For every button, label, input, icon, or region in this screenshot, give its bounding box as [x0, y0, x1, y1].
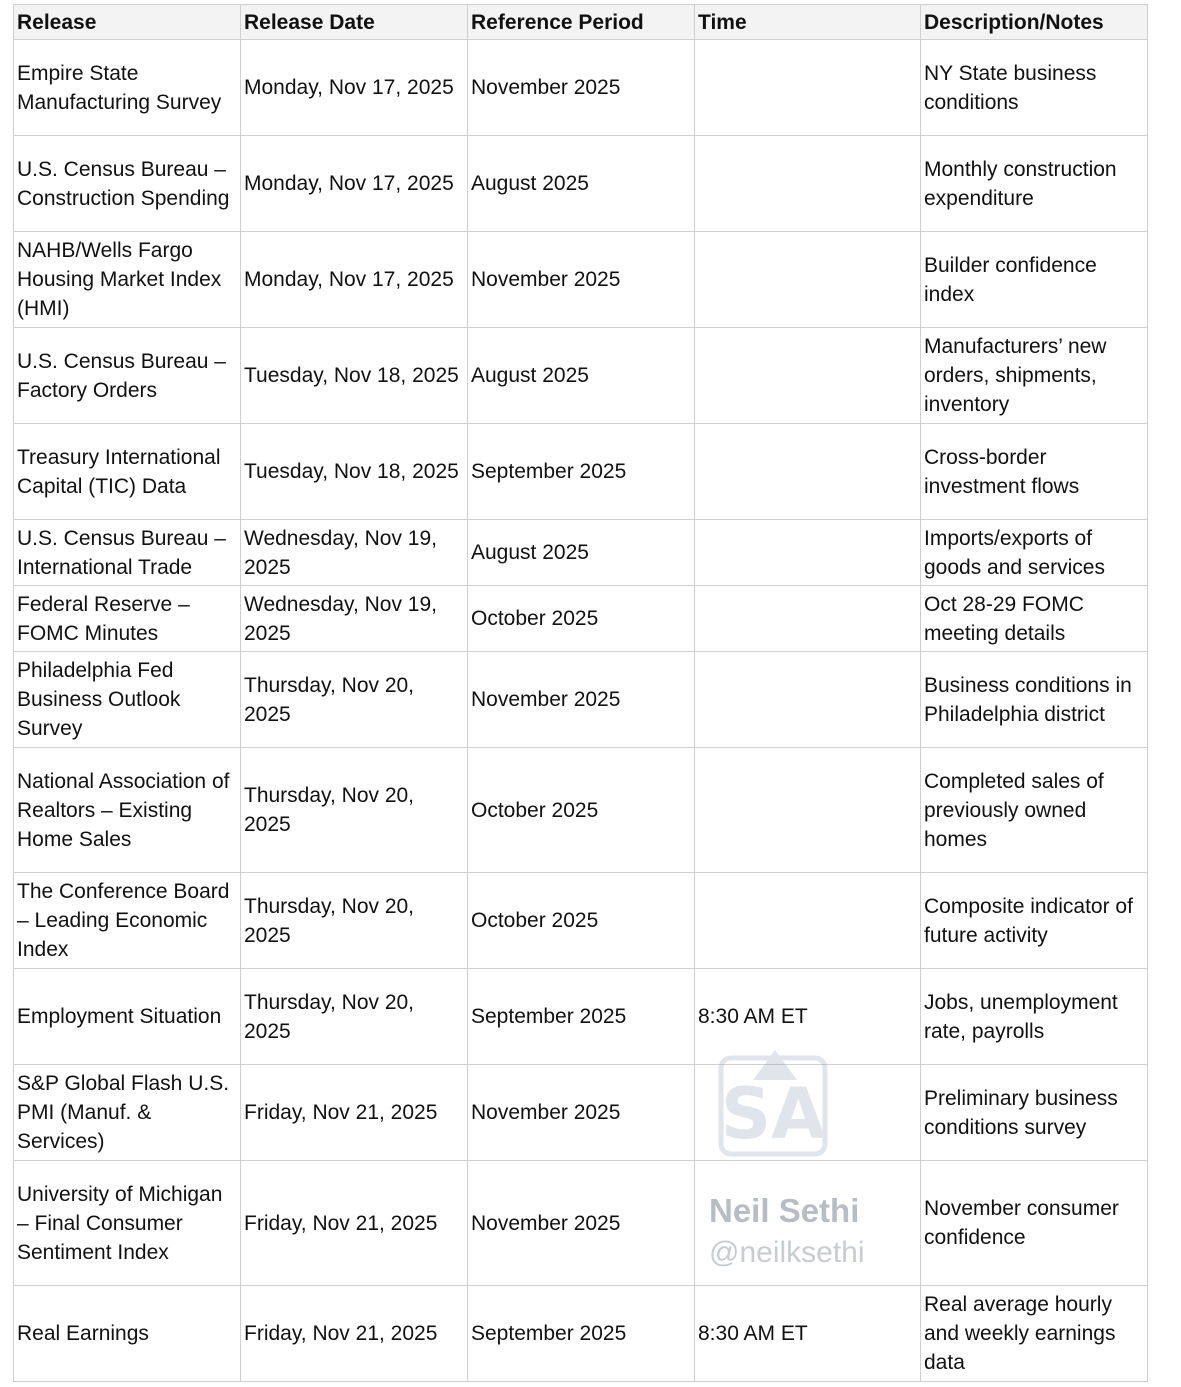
table-row	[14, 520, 1148, 586]
table-row	[14, 969, 1148, 1065]
header-description-notes: Description/Notes	[921, 5, 1148, 40]
cell-reference-period: September 2025	[468, 969, 695, 1065]
cell-time	[695, 520, 921, 586]
cell-notes: Monthly construction expenditure	[921, 136, 1148, 232]
cell-reference-period: September 2025	[468, 424, 695, 520]
cell-reference-period: November 2025	[468, 1161, 695, 1286]
cell-time	[695, 232, 921, 328]
cell-time: 8:30 AM ET	[695, 1286, 921, 1382]
cell-release: NAHB/Wells Fargo Housing Market Index (HMI)	[14, 232, 241, 328]
cell-time	[695, 1065, 921, 1161]
cell-release: S&P Global Flash U.S. PMI (Manuf. & Services)	[14, 1065, 241, 1161]
table-row	[14, 136, 1148, 232]
cell-release-date: Monday, Nov 17, 2025	[241, 136, 468, 232]
cell-notes: Cross-border investment flows	[921, 424, 1148, 520]
header-release-date: Release Date	[241, 5, 468, 40]
cell-release-date: Friday, Nov 21, 2025	[241, 1161, 468, 1286]
table-row	[14, 652, 1148, 748]
cell-release-date: Thursday, Nov 20, 2025	[241, 969, 468, 1065]
cell-notes: NY State business conditions	[921, 40, 1148, 136]
cell-release: U.S. Census Bureau – Factory Orders	[14, 328, 241, 424]
cell-notes: Jobs, unemployment rate, payrolls	[921, 969, 1148, 1065]
cell-reference-period: August 2025	[468, 328, 695, 424]
cell-notes: Completed sales of previously owned homes	[921, 748, 1148, 873]
cell-release-date: Monday, Nov 17, 2025	[241, 232, 468, 328]
cell-release: Employment Situation	[14, 969, 241, 1065]
cell-time	[695, 1161, 921, 1286]
header-reference-period: Reference Period	[468, 5, 695, 40]
cell-release: The Conference Board – Leading Economic Index	[14, 873, 241, 969]
watermark-name: Neil Sethi	[709, 1192, 860, 1229]
cell-release: National Association of Realtors – Existing Home Sales	[14, 748, 241, 873]
cell-notes: Business conditions in Philadelphia district	[921, 652, 1148, 748]
cell-time	[695, 40, 921, 136]
cell-release: University of Michigan – Final Consumer Sentiment Index	[14, 1161, 241, 1286]
table-row	[14, 424, 1148, 520]
cell-reference-period: October 2025	[468, 586, 695, 652]
cell-time	[695, 136, 921, 232]
cell-release: Empire State Manufacturing Survey	[14, 40, 241, 136]
header-time: Time	[695, 5, 921, 40]
cell-notes: November consumer confidence	[921, 1161, 1148, 1286]
watermark-handle: @neilksethi	[709, 1236, 865, 1269]
cell-time	[695, 328, 921, 424]
cell-release: Treasury International Capital (TIC) Data	[14, 424, 241, 520]
release-schedule-table	[13, 4, 1148, 1382]
cell-reference-period: October 2025	[468, 873, 695, 969]
cell-time	[695, 748, 921, 873]
cell-notes: Preliminary business conditions survey	[921, 1065, 1148, 1161]
cell-release-date: Thursday, Nov 20, 2025	[241, 652, 468, 748]
cell-notes: Oct 28-29 FOMC meeting details	[921, 586, 1148, 652]
cell-time	[695, 873, 921, 969]
cell-reference-period: August 2025	[468, 136, 695, 232]
cell-release: U.S. Census Bureau – Construction Spending	[14, 136, 241, 232]
cell-release-date: Monday, Nov 17, 2025	[241, 40, 468, 136]
cell-time: 8:30 AM ET	[695, 969, 921, 1065]
table-row	[14, 873, 1148, 969]
cell-release-date: Thursday, Nov 20, 2025	[241, 873, 468, 969]
cell-release-date: Friday, Nov 21, 2025	[241, 1286, 468, 1382]
cell-notes: Composite indicator of future activity	[921, 873, 1148, 969]
cell-reference-period: November 2025	[468, 1065, 695, 1161]
cell-reference-period: September 2025	[468, 1286, 695, 1382]
cell-time	[695, 586, 921, 652]
table-row	[14, 1161, 1148, 1286]
cell-notes: Builder confidence index	[921, 232, 1148, 328]
cell-release-date: Wednesday, Nov 19, 2025	[241, 520, 468, 586]
table-row	[14, 328, 1148, 424]
svg-text:SA: SA	[720, 1073, 826, 1155]
cell-reference-period: August 2025	[468, 520, 695, 586]
cell-release-date: Tuesday, Nov 18, 2025	[241, 424, 468, 520]
cell-release-date: Thursday, Nov 20, 2025	[241, 748, 468, 873]
table-row	[14, 1065, 1148, 1161]
cell-reference-period: November 2025	[468, 232, 695, 328]
cell-notes: Real average hourly and weekly earnings data	[921, 1286, 1148, 1382]
cell-release: Federal Reserve – FOMC Minutes	[14, 586, 241, 652]
cell-reference-period: October 2025	[468, 748, 695, 873]
cell-release-date: Friday, Nov 21, 2025	[241, 1065, 468, 1161]
cell-reference-period: November 2025	[468, 652, 695, 748]
cell-release-date: Wednesday, Nov 19, 2025	[241, 586, 468, 652]
cell-time	[695, 652, 921, 748]
cell-release: U.S. Census Bureau – International Trade	[14, 520, 241, 586]
cell-release-date: Tuesday, Nov 18, 2025	[241, 328, 468, 424]
table-row	[14, 40, 1148, 136]
cell-notes: Imports/exports of goods and services	[921, 520, 1148, 586]
table-row	[14, 1286, 1148, 1382]
table-row	[14, 232, 1148, 328]
cell-release: Real Earnings	[14, 1286, 241, 1382]
cell-release: Philadelphia Fed Business Outlook Survey	[14, 652, 241, 748]
table-header-row	[14, 5, 1148, 40]
table-row	[14, 748, 1148, 873]
cell-notes: Manufacturers’ new orders, shipments, inventory	[921, 328, 1148, 424]
cell-time	[695, 424, 921, 520]
table-row	[14, 586, 1148, 652]
header-release: Release	[14, 5, 241, 40]
cell-reference-period: November 2025	[468, 40, 695, 136]
